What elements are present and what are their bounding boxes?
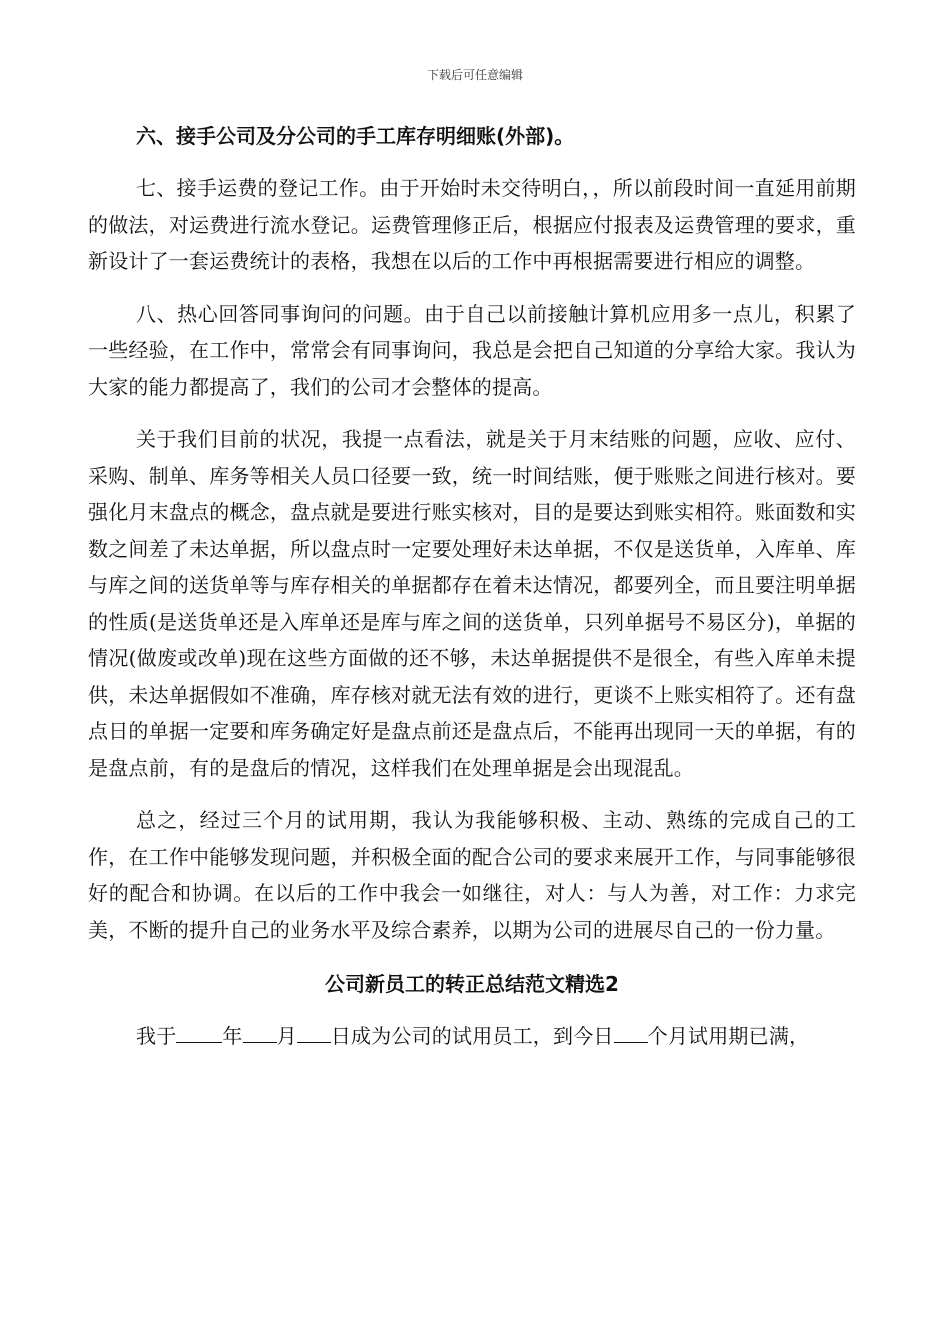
last-line-paragraph	[88, 1018, 856, 1055]
blank-months	[614, 1024, 648, 1043]
last-line-part-3: 月	[276, 1024, 297, 1048]
page-header-note: 下载后可任意编辑	[426, 68, 523, 82]
item-8-paragraph: 八、热心回答同事询问的问题。由于自己以前接触计算机应用多一点儿，积累了一些经验，在工作中，常常会有同事询问，我总是会把自己知道的分享给大家。我认为大家的能力都提高了，我们的公司才会整体的提高。	[88, 301, 856, 399]
document-body	[88, 118, 856, 1071]
item-6-heading: 六、接手公司及分公司的手工库存明细账(外部)。	[136, 124, 575, 148]
blank-month	[243, 1024, 277, 1043]
blank-day	[297, 1024, 331, 1043]
summary-paragraph: 总之，经过三个月的试用期，我认为我能够积极、主动、熟练的完成自己的工作，在工作中能够发现问题，并积极全面的配合公司的要求来展开工作，与同事能够很好的配合和协调。在以后的工作中我会一如继往，对人：与人为善，对工作：力求完美，不断的提升自己的业务水平及综合素养，以期为公司的进展尽自己的一份力量。	[88, 808, 856, 942]
item-7-paragraph: 七、接手运费的登记工作。由于开始时未交待明白，，所以前段时间一直延用前期的做法，对运费进行流水登记。运费管理修正后，根据应付报表及运费管理的要求，重新设计了一套运费统计的表格，我想在以后的工作中再根据需要进行相应的调整。	[88, 176, 856, 273]
last-line-part-4: 日成为公司的试用员工，到今日	[330, 1024, 614, 1048]
blank-year	[176, 1024, 222, 1043]
last-line-part-5: 个月试用期已满，	[647, 1024, 810, 1048]
last-line-part-1: 我于	[136, 1024, 177, 1048]
last-line-part-2: 年	[222, 1024, 243, 1048]
opinion-paragraph: 关于我们目前的状况，我提一点看法，就是关于月末结账的问题，应收、应付、采购、制单、库务等相关人员口径要一致，统一时间结账，便于账账之间进行核对。要强化月末盘点的概念，盘点就是要进行账实核对，目的是要达到账实相符。账面数和实数之间差了未达单据，所以盘点时一定要处理好未达单据，不仅是送货单，入库单、库与库之间的送货单等与库存相关的单据都存在着未达情况，都要列全，而且要注明单据的性质(是送货单还是入库单还是库与库之间的送货单，只列单据号不易区分)，单据的情况(做废或改单)现在这些方面做的还不够，未达单据提供不是很全，有些入库单未提供，未达单据假如不准确，库存核对就无法有效的进行，更谈不上账实相符了。还有盘点日的单据一定要和库务确定好是盘点前还是盘点后，不能再出现同一天的单据，有的是盘点前，有的是盘后的情况，这样我们在处理单据是会出现混乱。	[88, 427, 856, 780]
section-2-title: 公司新员工的转正总结范文精选2	[325, 972, 619, 996]
